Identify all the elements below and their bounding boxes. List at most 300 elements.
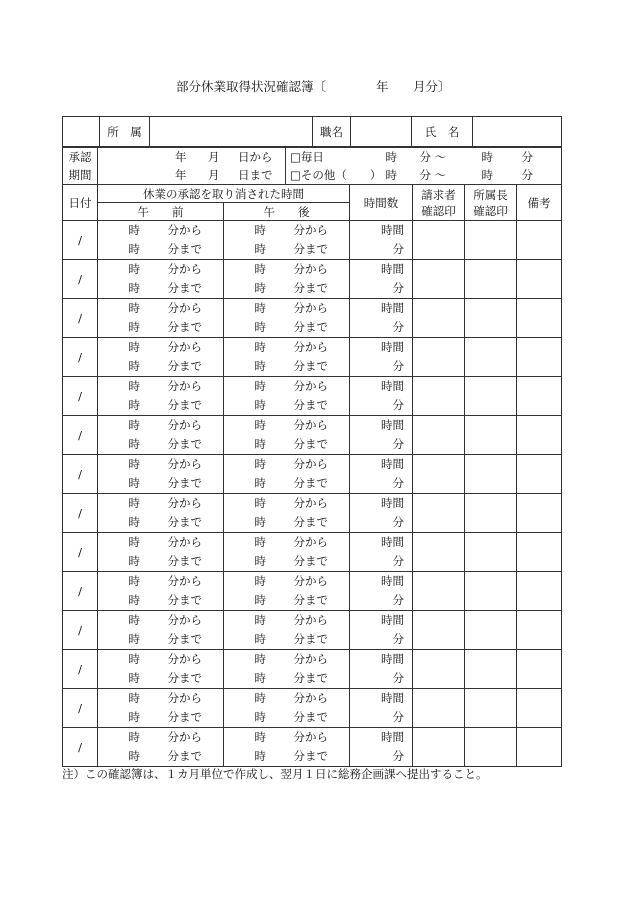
row-minutes-unit: 分 <box>392 476 404 490</box>
column-header-row-1 <box>63 185 562 203</box>
row-hours[interactable] <box>350 455 413 494</box>
affiliation-label: 所 属 <box>100 117 150 147</box>
row-chief-stamp[interactable] <box>465 611 517 650</box>
am-to-min: 分まで <box>167 593 202 607</box>
row-chief-stamp[interactable] <box>465 689 517 728</box>
pm-from-hour: 時 <box>254 535 266 549</box>
row-chief-stamp[interactable] <box>465 455 517 494</box>
row-am-time[interactable] <box>98 494 224 533</box>
pm-from-min: 分から <box>293 223 328 237</box>
pm-from-min: 分から <box>293 301 328 315</box>
row-date[interactable]: / <box>63 455 98 494</box>
date-header: 日付 <box>63 185 98 221</box>
row-hours[interactable] <box>350 494 413 533</box>
row-chief-stamp[interactable] <box>465 494 517 533</box>
pm-to-hour: 時 <box>254 632 266 646</box>
row-hours-unit: 時間 <box>381 496 404 510</box>
approval-row-2 <box>63 166 562 185</box>
approval-time-cell-2[interactable] <box>350 166 562 185</box>
row-remarks[interactable] <box>517 728 562 767</box>
pm-from-line <box>224 455 349 474</box>
row-hours[interactable] <box>350 650 413 689</box>
row-minutes-unit: 分 <box>392 671 404 685</box>
row-pm-time[interactable] <box>224 728 350 767</box>
approval-time1-min: 分 〜 <box>419 150 447 164</box>
am-from-line <box>98 377 223 396</box>
row-remarks[interactable] <box>517 338 562 377</box>
am-to-line <box>98 552 223 571</box>
am-to-hour: 時 <box>128 476 140 490</box>
row-minutes-unit: 分 <box>392 437 404 451</box>
pm-to-hour: 時 <box>254 515 266 529</box>
row-minutes-unit: 分 <box>392 359 404 373</box>
approval-time2-hour2: 時 <box>481 168 493 182</box>
record-row <box>63 650 562 689</box>
pm-from-min: 分から <box>293 691 328 705</box>
approval-from-year: 年 <box>175 150 187 164</box>
am-to-min: 分まで <box>167 632 202 646</box>
row-hours[interactable] <box>350 260 413 299</box>
pm-from-line <box>224 338 349 357</box>
pm-to-hour: 時 <box>254 437 266 451</box>
approval-time1-min2: 分 <box>521 150 533 164</box>
record-row <box>63 338 562 377</box>
pm-to-hour: 時 <box>254 242 266 256</box>
row-hours-unit: 時間 <box>381 418 404 432</box>
row-remarks[interactable] <box>517 572 562 611</box>
row-requester-stamp[interactable] <box>413 299 465 338</box>
am-from-line <box>98 416 223 435</box>
name-field[interactable] <box>473 117 562 147</box>
row-chief-stamp[interactable] <box>465 728 517 767</box>
am-to-min: 分まで <box>167 320 202 334</box>
pm-to-min: 分まで <box>293 398 328 412</box>
pm-from-min: 分から <box>293 535 328 549</box>
pm-to-hour: 時 <box>254 476 266 490</box>
approval-time1-hour2: 時 <box>481 150 493 164</box>
approval-from-day: 日から <box>238 150 273 164</box>
pm-from-line <box>224 572 349 591</box>
approval-daily-checkbox[interactable]: □毎日 <box>285 148 324 166</box>
affiliation-field[interactable] <box>150 117 313 147</box>
row-chief-stamp[interactable] <box>465 377 517 416</box>
approval-other-checkbox[interactable]: □その他（ ） <box>285 166 381 184</box>
am-to-line <box>98 747 223 766</box>
am-to-line <box>98 357 223 376</box>
row-pm-time[interactable] <box>224 650 350 689</box>
row-hours[interactable] <box>350 416 413 455</box>
cancel-time-header: 休業の承認を取り消された時間 <box>98 185 350 203</box>
pm-from-hour: 時 <box>254 418 266 432</box>
am-to-min: 分まで <box>167 359 202 373</box>
row-remarks[interactable] <box>517 416 562 455</box>
pm-to-min: 分まで <box>293 476 328 490</box>
row-requester-stamp[interactable] <box>413 338 465 377</box>
row-hours[interactable] <box>350 338 413 377</box>
am-from-min: 分から <box>167 262 202 276</box>
am-from-min: 分から <box>167 379 202 393</box>
am-to-min: 分まで <box>167 710 202 724</box>
row-date[interactable]: / <box>63 689 98 728</box>
pm-from-hour: 時 <box>254 223 266 237</box>
pm-from-line <box>224 494 349 513</box>
am-to-hour: 時 <box>128 281 140 295</box>
title-month: 月分〕 <box>413 79 451 94</box>
am-from-line <box>98 728 223 747</box>
position-field[interactable] <box>351 117 412 147</box>
am-from-line <box>98 260 223 279</box>
am-from-hour: 時 <box>128 613 140 627</box>
row-pm-time[interactable] <box>224 377 350 416</box>
row-am-time[interactable] <box>98 455 224 494</box>
am-to-line <box>98 279 223 298</box>
row-date[interactable]: / <box>63 572 98 611</box>
approval-to-year: 年 <box>175 168 187 182</box>
row-pm-time[interactable] <box>224 533 350 572</box>
pm-to-hour: 時 <box>254 671 266 685</box>
pm-from-min: 分から <box>293 730 328 744</box>
row-remarks[interactable] <box>517 611 562 650</box>
row-date[interactable]: / <box>63 494 98 533</box>
am-from-min: 分から <box>167 496 202 510</box>
record-row <box>63 689 562 728</box>
am-to-hour: 時 <box>128 359 140 373</box>
pm-from-min: 分から <box>293 418 328 432</box>
pm-from-min: 分から <box>293 496 328 510</box>
approval-time2-hour: 時 <box>385 168 397 182</box>
row-chief-stamp[interactable] <box>465 572 517 611</box>
header-blank <box>63 117 100 147</box>
row-remarks[interactable] <box>517 299 562 338</box>
am-to-min: 分まで <box>167 554 202 568</box>
pm-from-line <box>224 299 349 318</box>
record-row <box>63 494 562 533</box>
row-am-time[interactable] <box>98 611 224 650</box>
row-am-time[interactable] <box>98 377 224 416</box>
name-label: 氏 名 <box>412 117 473 147</box>
row-pm-time[interactable] <box>224 455 350 494</box>
row-am-time[interactable] <box>98 572 224 611</box>
row-requester-stamp[interactable] <box>413 533 465 572</box>
row-am-time[interactable] <box>98 221 224 260</box>
row-remarks[interactable] <box>517 689 562 728</box>
row-minutes-unit: 分 <box>392 554 404 568</box>
row-hours[interactable] <box>350 689 413 728</box>
am-from-line <box>98 572 223 591</box>
am-from-hour: 時 <box>128 691 140 705</box>
row-am-time[interactable] <box>98 650 224 689</box>
row-am-time[interactable] <box>98 689 224 728</box>
row-remarks[interactable] <box>517 455 562 494</box>
row-requester-stamp[interactable] <box>413 650 465 689</box>
pm-from-line <box>224 689 349 708</box>
record-row <box>63 260 562 299</box>
pm-to-line <box>224 552 349 571</box>
pm-to-line <box>224 279 349 298</box>
row-am-time[interactable] <box>98 533 224 572</box>
pm-to-min: 分まで <box>293 281 328 295</box>
row-requester-stamp[interactable] <box>413 377 465 416</box>
footer-note: 注）この確認簿は、１カ月単位で作成し、翌月１日に総務企画課へ提出すること。 <box>62 767 488 781</box>
am-to-line <box>98 708 223 727</box>
row-date[interactable]: / <box>63 728 98 767</box>
pm-to-hour: 時 <box>254 320 266 334</box>
row-remarks[interactable] <box>517 377 562 416</box>
row-am-time[interactable] <box>98 260 224 299</box>
pm-to-line <box>224 474 349 493</box>
row-pm-time[interactable] <box>224 338 350 377</box>
row-minutes-unit: 分 <box>392 593 404 607</box>
row-am-time[interactable] <box>98 338 224 377</box>
pm-to-min: 分まで <box>293 320 328 334</box>
row-hours[interactable] <box>350 221 413 260</box>
pm-from-hour: 時 <box>254 730 266 744</box>
row-remarks[interactable] <box>517 221 562 260</box>
pm-from-min: 分から <box>293 379 328 393</box>
am-to-min: 分まで <box>167 281 202 295</box>
row-hours[interactable] <box>350 611 413 650</box>
record-table-body <box>63 148 562 767</box>
row-date[interactable]: / <box>63 299 98 338</box>
approval-row-1 <box>63 148 562 167</box>
row-hours-unit: 時間 <box>381 535 404 549</box>
row-requester-stamp[interactable] <box>413 689 465 728</box>
row-date[interactable]: / <box>63 611 98 650</box>
approval-time-cell-1[interactable] <box>350 148 562 167</box>
row-hours[interactable] <box>350 533 413 572</box>
pm-from-hour: 時 <box>254 340 266 354</box>
row-remarks[interactable] <box>517 650 562 689</box>
pm-from-line <box>224 416 349 435</box>
am-from-hour: 時 <box>128 652 140 666</box>
row-remarks[interactable] <box>517 494 562 533</box>
am-from-min: 分から <box>167 223 202 237</box>
am-from-min: 分から <box>167 301 202 315</box>
approval-time2-min2: 分 <box>521 168 533 182</box>
row-date[interactable]: / <box>63 221 98 260</box>
row-remarks[interactable] <box>517 260 562 299</box>
am-from-line <box>98 494 223 513</box>
pm-from-hour: 時 <box>254 574 266 588</box>
pm-from-line <box>224 260 349 279</box>
row-pm-time[interactable] <box>224 260 350 299</box>
am-to-hour: 時 <box>128 242 140 256</box>
record-row <box>63 455 562 494</box>
row-pm-time[interactable] <box>224 299 350 338</box>
approval-to-day: 日まで <box>238 168 273 182</box>
approval-from-cell[interactable] <box>98 148 350 167</box>
am-to-line <box>98 474 223 493</box>
am-to-min: 分まで <box>167 437 202 451</box>
am-to-min: 分まで <box>167 398 202 412</box>
row-pm-time[interactable] <box>224 572 350 611</box>
row-requester-stamp[interactable] <box>413 572 465 611</box>
hours-header: 時間数 <box>350 185 413 221</box>
row-pm-time[interactable] <box>224 221 350 260</box>
row-hours-unit: 時間 <box>381 613 404 627</box>
row-requester-stamp[interactable] <box>413 494 465 533</box>
pm-from-hour: 時 <box>254 613 266 627</box>
row-date[interactable]: / <box>63 650 98 689</box>
pm-from-min: 分から <box>293 574 328 588</box>
pm-to-line <box>224 396 349 415</box>
am-to-min: 分まで <box>167 515 202 529</box>
pm-to-min: 分まで <box>293 749 328 763</box>
pm-from-min: 分から <box>293 457 328 471</box>
row-hours[interactable] <box>350 728 413 767</box>
row-date[interactable]: / <box>63 338 98 377</box>
row-pm-time[interactable] <box>224 611 350 650</box>
pm-to-line <box>224 240 349 259</box>
am-from-line <box>98 650 223 669</box>
am-to-line <box>98 513 223 532</box>
row-remarks[interactable] <box>517 533 562 572</box>
row-chief-stamp[interactable] <box>465 533 517 572</box>
pm-to-line <box>224 630 349 649</box>
remarks-header: 備考 <box>517 185 562 221</box>
row-hours[interactable] <box>350 377 413 416</box>
row-hours-unit: 時間 <box>381 223 404 237</box>
pm-to-min: 分まで <box>293 632 328 646</box>
pm-to-hour: 時 <box>254 749 266 763</box>
row-requester-stamp[interactable] <box>413 221 465 260</box>
am-to-min: 分まで <box>167 671 202 685</box>
pm-to-hour: 時 <box>254 359 266 373</box>
row-hours[interactable] <box>350 299 413 338</box>
record-row <box>63 416 562 455</box>
am-from-min: 分から <box>167 535 202 549</box>
row-hours-unit: 時間 <box>381 691 404 705</box>
approval-to-cell[interactable] <box>98 166 382 185</box>
approval-from-month: 月 <box>208 150 220 164</box>
row-date[interactable]: / <box>63 533 98 572</box>
row-chief-stamp[interactable] <box>465 260 517 299</box>
am-to-line <box>98 318 223 337</box>
am-from-min: 分から <box>167 418 202 432</box>
pm-from-min: 分から <box>293 262 328 276</box>
am-to-hour: 時 <box>128 320 140 334</box>
row-date[interactable]: / <box>63 377 98 416</box>
row-hours-unit: 時間 <box>381 379 404 393</box>
row-date[interactable]: / <box>63 416 98 455</box>
row-requester-stamp[interactable] <box>413 260 465 299</box>
row-hours[interactable] <box>350 572 413 611</box>
row-requester-stamp[interactable] <box>413 455 465 494</box>
row-pm-time[interactable] <box>224 494 350 533</box>
row-hours-unit: 時間 <box>381 340 404 354</box>
am-to-hour: 時 <box>128 398 140 412</box>
position-label: 職名 <box>313 117 351 147</box>
pm-to-hour: 時 <box>254 281 266 295</box>
am-to-hour: 時 <box>128 554 140 568</box>
am-from-line <box>98 299 223 318</box>
pm-from-min: 分から <box>293 340 328 354</box>
row-am-time[interactable] <box>98 416 224 455</box>
approval-time1-hour: 時 <box>385 150 397 164</box>
am-from-hour: 時 <box>128 340 140 354</box>
am-to-line <box>98 669 223 688</box>
am-from-line <box>98 455 223 474</box>
record-row <box>63 221 562 260</box>
pm-to-min: 分まで <box>293 671 328 685</box>
row-date[interactable]: / <box>63 260 98 299</box>
am-to-line <box>98 435 223 454</box>
pm-to-hour: 時 <box>254 554 266 568</box>
row-chief-stamp[interactable] <box>465 299 517 338</box>
row-requester-stamp[interactable] <box>413 611 465 650</box>
row-hours-unit: 時間 <box>381 574 404 588</box>
row-requester-stamp[interactable] <box>413 416 465 455</box>
am-from-min: 分から <box>167 340 202 354</box>
pm-to-line <box>224 357 349 376</box>
pm-to-hour: 時 <box>254 593 266 607</box>
pm-from-min: 分から <box>293 652 328 666</box>
row-am-time[interactable] <box>98 728 224 767</box>
pm-to-line <box>224 747 349 766</box>
pm-from-line <box>224 377 349 396</box>
am-from-hour: 時 <box>128 535 140 549</box>
requester-header-line1: 請求者 <box>421 187 456 202</box>
title-main: 部分休業取得状況確認簿〔 <box>176 79 327 94</box>
row-hours-unit: 時間 <box>381 262 404 276</box>
row-minutes-unit: 分 <box>392 515 404 529</box>
am-from-hour: 時 <box>128 418 140 432</box>
pm-to-min: 分まで <box>293 359 328 373</box>
row-requester-stamp[interactable] <box>413 728 465 767</box>
header-table <box>62 116 562 147</box>
pm-from-line <box>224 650 349 669</box>
chief-stamp-header <box>465 185 517 221</box>
row-chief-stamp[interactable] <box>465 416 517 455</box>
pm-header: 午 後 <box>224 203 350 221</box>
row-chief-stamp[interactable] <box>465 221 517 260</box>
chief-header-line1: 所属長 <box>473 187 508 202</box>
row-minutes-unit: 分 <box>392 242 404 256</box>
am-from-hour: 時 <box>128 379 140 393</box>
am-from-line <box>98 533 223 552</box>
pm-to-line <box>224 318 349 337</box>
row-chief-stamp[interactable] <box>465 338 517 377</box>
row-hours-unit: 時間 <box>381 301 404 315</box>
row-hours-unit: 時間 <box>381 457 404 471</box>
row-minutes-unit: 分 <box>392 632 404 646</box>
am-from-min: 分から <box>167 652 202 666</box>
row-minutes-unit: 分 <box>392 281 404 295</box>
chief-header-line2: 確認印 <box>473 203 508 218</box>
pm-to-min: 分まで <box>293 515 328 529</box>
am-from-min: 分から <box>167 691 202 705</box>
record-table <box>62 147 562 767</box>
record-row <box>63 533 562 572</box>
row-minutes-unit: 分 <box>392 710 404 724</box>
row-hours-unit: 時間 <box>381 652 404 666</box>
row-pm-time[interactable] <box>224 689 350 728</box>
approval-to-month: 月 <box>208 168 220 182</box>
row-chief-stamp[interactable] <box>465 650 517 689</box>
am-header: 午 前 <box>98 203 224 221</box>
am-from-hour: 時 <box>128 730 140 744</box>
row-minutes-unit: 分 <box>392 749 404 763</box>
am-from-hour: 時 <box>128 301 140 315</box>
row-am-time[interactable] <box>98 299 224 338</box>
row-pm-time[interactable] <box>224 416 350 455</box>
pm-to-hour: 時 <box>254 398 266 412</box>
pm-from-hour: 時 <box>254 262 266 276</box>
am-from-min: 分から <box>167 457 202 471</box>
pm-to-min: 分まで <box>293 710 328 724</box>
am-to-min: 分まで <box>167 242 202 256</box>
pm-to-hour: 時 <box>254 710 266 724</box>
